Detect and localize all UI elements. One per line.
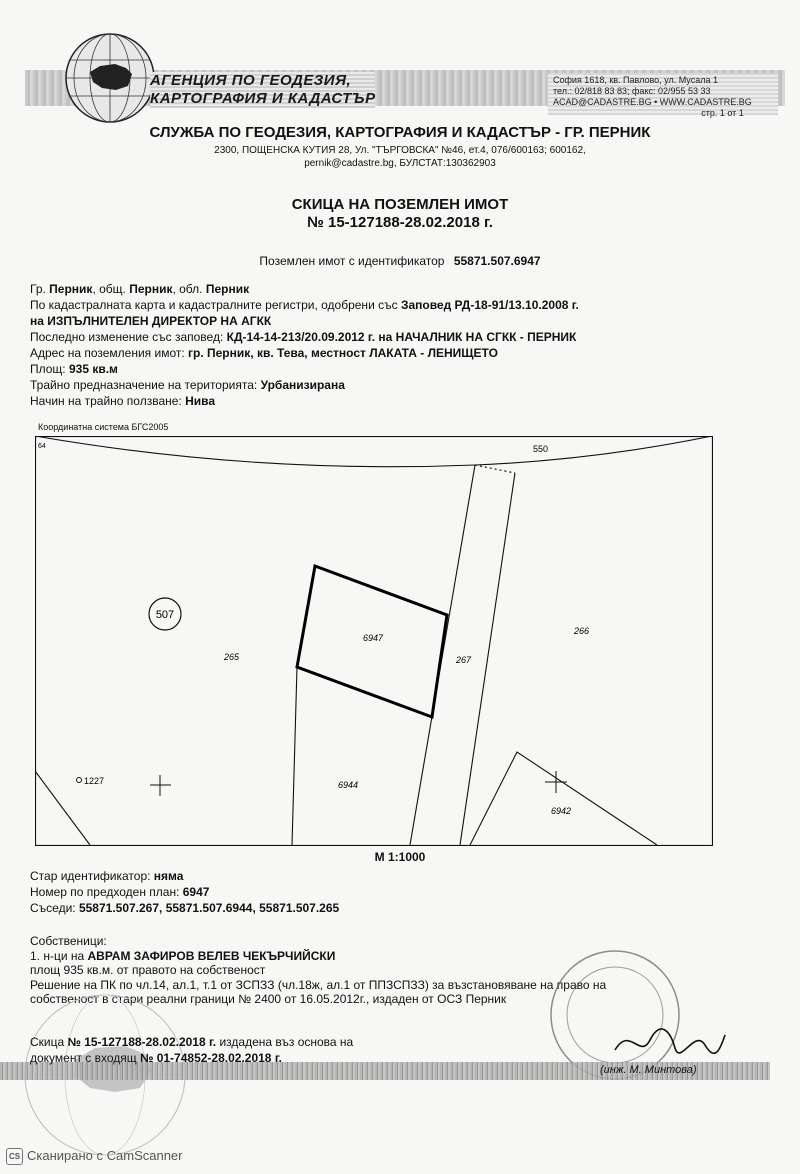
- contact-phone: тел.: 02/818 83 83; факс: 02/955 53 33: [553, 86, 711, 96]
- scanner-text: Сканирано с CamScanner: [27, 1148, 183, 1163]
- document-title: СКИЦА НА ПОЗЕМЛЕН ИМОТ: [291, 196, 509, 213]
- property-area: 935 кв.м: [68, 362, 118, 376]
- boundary-sw: [35, 771, 90, 845]
- last-change: КД-14-14-213/20.09.2012 г. на НАЧАЛНИК НА СГКК - ПЕРНИК: [226, 330, 577, 344]
- owner-decision-cont: собственост в стари реални граници № 2400 от 16.05.2012г., издаден от ОСЗ Перник: [30, 992, 507, 1006]
- boundary-dotted: [475, 465, 515, 473]
- sketch-note-line-1: Скица № 15-127188-28.02.2018 г. издадена въз основа на: [30, 1035, 354, 1049]
- address-line: Адрес на поземления имот: гр. Перник, кв. Тева, местност ЛАКАТА - ЛЕНИЩЕТО: [30, 346, 498, 360]
- identifier-value: 55871.507.6947: [453, 254, 541, 268]
- municipality: Перник: [129, 282, 173, 296]
- boundary-6944: [292, 667, 297, 845]
- label-267: 267: [456, 655, 472, 665]
- incoming-number: № 01-74852-28.02.2018 г.: [140, 1051, 282, 1065]
- area-line: Площ: 935 кв.м: [30, 362, 118, 376]
- document-title-block: [0, 196, 800, 232]
- grid-cross-2: [545, 771, 567, 793]
- scanner-watermark: [6, 1148, 183, 1165]
- label-6942: 6942: [551, 806, 572, 816]
- label-1227: 1227: [84, 776, 105, 786]
- approval-order: Заповед РД-18-91/13.10.2008 г.: [400, 298, 579, 312]
- service-address-line-2: pernik@cadastre.bg, БУЛСТАТ:130362903: [304, 158, 496, 169]
- boundary-6942: [470, 752, 657, 845]
- old-identifier-line: Стар идентификатор: няма: [30, 869, 184, 883]
- agency-name: [150, 72, 376, 108]
- previous-plan-number: 6947: [182, 885, 210, 899]
- neighbors-line: Съседи: 55871.507.267, 55871.507.6944, 55871.507.265: [30, 901, 340, 915]
- property-info: [30, 281, 770, 409]
- old-identifier: няма: [153, 869, 184, 883]
- boundary-550: [35, 436, 712, 467]
- sketch-note: [30, 1034, 353, 1066]
- region: Перник: [205, 282, 250, 296]
- label-266: 266: [574, 626, 590, 636]
- sketch-number: № 15-127188-28.02.2018 г.: [67, 1035, 217, 1049]
- map-scale: М 1:1000: [374, 850, 426, 864]
- approver-line: на ИЗПЪЛНИТЕЛЕН ДИРЕКТОР НА АГКК: [30, 314, 272, 328]
- previous-plan-line: Номер по предходен план: 6947: [30, 885, 210, 899]
- identifiers-block: [30, 868, 339, 916]
- service-address: [0, 144, 800, 170]
- label-550: 550: [533, 444, 549, 454]
- owner-line: 1. н-ци на АВРАМ ЗАФИРОВ ВЕЛЕВ ЧЕКЪРЧИЙСКИ: [30, 948, 336, 963]
- service-name: СЛУЖБА ПО ГЕОДЕЗИЯ, КАРТОГРАФИЯ И КАДАСТЪР - ГР. ПЕРНИК: [149, 124, 651, 141]
- purpose-line: Трайно предназначение на територията: Урбанизирана: [30, 378, 345, 392]
- service-address-line-1: 2300, ПОЩЕНСКА КУТИЯ 28, Ул. "ТЪРГОВСКА" №46, ет.4, 076/600163; 600162,: [214, 145, 586, 156]
- owners-heading: Собственици:: [30, 934, 107, 948]
- agency-contact: [553, 75, 752, 119]
- label-corner: 64: [38, 443, 46, 450]
- sketch-note-line-2: документ с входящ № 01-74852-28.02.2018 г.: [30, 1051, 282, 1065]
- neighbors: 55871.507.267, 55871.507.6944, 55871.507.265: [78, 901, 340, 915]
- cadastral-map: [35, 436, 713, 846]
- label-6944: 6944: [338, 780, 359, 790]
- contact-web: ACAD@CADASTRE.BG • WWW.CADASTRE.BG: [553, 97, 752, 107]
- town: Перник: [49, 282, 93, 296]
- identifier-label: Поземлен имот с идентификатор: [259, 254, 445, 268]
- agency-globe-logo: [60, 30, 160, 125]
- owner-decision: Решение на ПК по чл.14, ал.1, т.1 от ЗСПЗЗ (чл.18ж, ал.1 от ППЗСПЗЗ) за възстановяване на право на: [30, 977, 607, 992]
- document-number: № 15-127188-28.02.2018 г.: [307, 214, 493, 231]
- page-number: стр. 1 от 1: [701, 108, 744, 118]
- agency-line-2: КАРТОГРАФИЯ И КАДАСТЪР: [150, 90, 376, 107]
- property-identifier: [0, 254, 800, 268]
- signature: [610, 1020, 730, 1065]
- point-1227-marker: [77, 778, 82, 783]
- location-line: Гр. Перник, общ. Перник, обл. Перник: [30, 282, 250, 296]
- label-6947: 6947: [363, 633, 384, 643]
- coordinate-system: Координатна система БГС2005: [38, 422, 169, 432]
- label-265: 265: [224, 652, 240, 662]
- approval-line: По кадастралната карта и кадастралните регистри, одобрени със Заповед РД-18-91/13.10.2008 г.: [30, 298, 579, 312]
- camscanner-icon: CS: [6, 1148, 23, 1165]
- property-usage: Нива: [185, 394, 216, 408]
- grid-cross-1: [150, 775, 171, 796]
- signer-name: (инж. М. Минтова): [600, 1064, 697, 1076]
- last-change-line: Последно изменение със заповед: КД-14-14-213/20.09.2012 г. на НАЧАЛНИК НА СГКК - ПЕРНИК: [30, 330, 577, 344]
- label-507: 507: [155, 609, 175, 621]
- owner-share: площ 935 кв.м. от правото на собственост: [30, 963, 266, 977]
- contact-address: София 1618, кв. Павлово, ул. Мусала 1: [553, 75, 718, 85]
- agency-line-1: АГЕНЦИЯ ПО ГЕОДЕЗИЯ,: [150, 72, 352, 89]
- property-address: гр. Перник, кв. Тева, местност ЛАКАТА - ЛЕНИЩЕТО: [188, 346, 498, 360]
- usage-line: Начин на трайно ползване: Нива: [30, 394, 216, 408]
- property-purpose: Урбанизирана: [260, 378, 345, 392]
- owner-name: АВРАМ ЗАФИРОВ ВЕЛЕВ ЧЕКЪРЧИЙСКИ: [87, 948, 336, 963]
